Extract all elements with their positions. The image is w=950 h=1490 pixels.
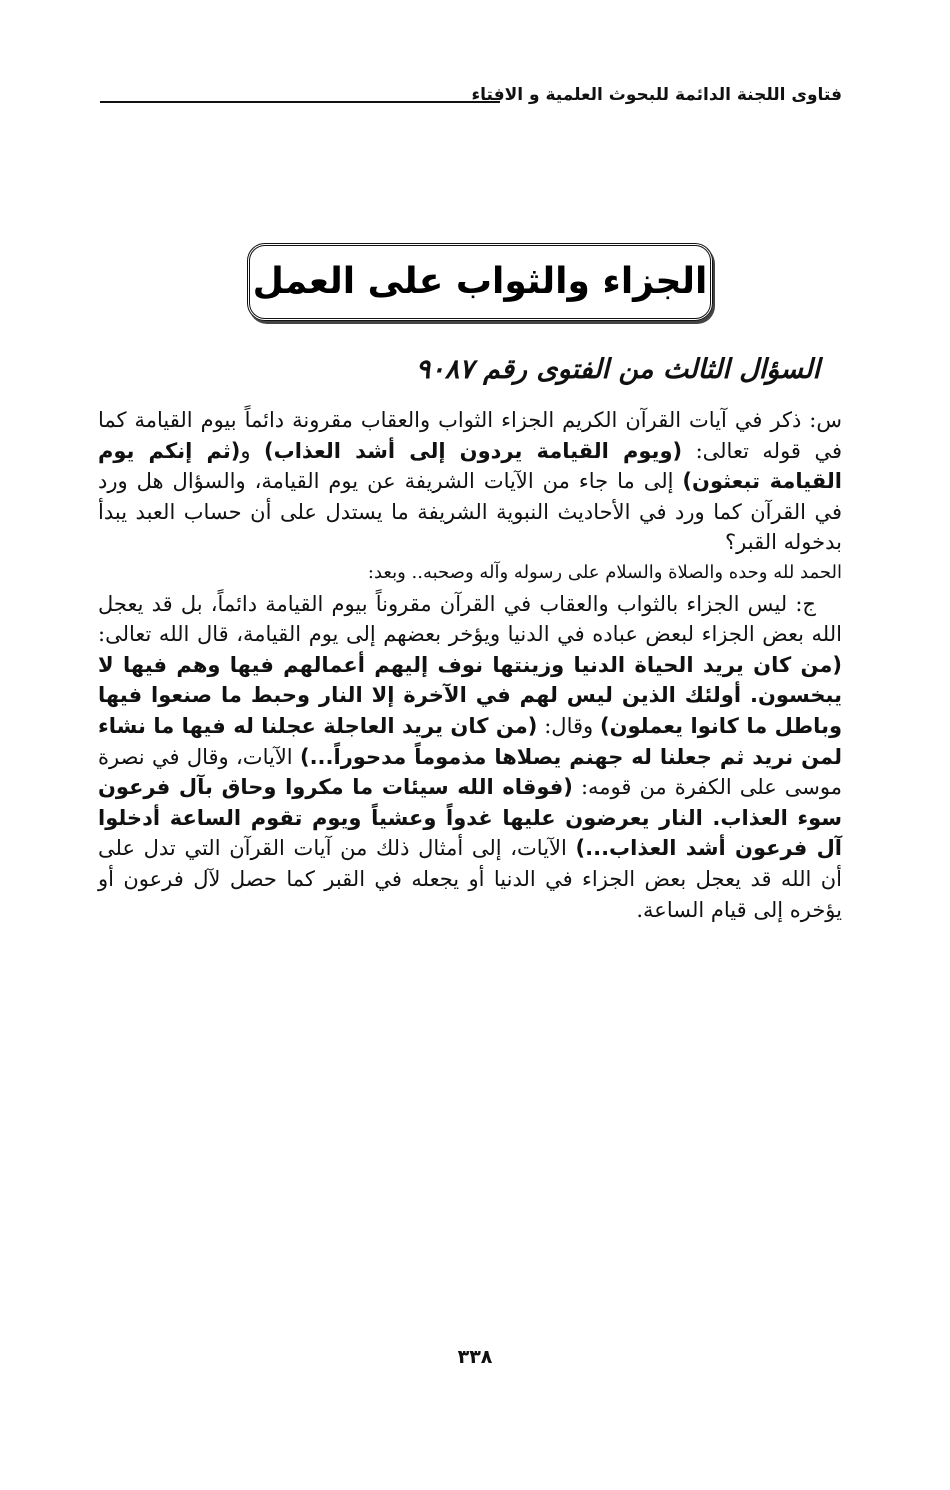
answer-text: الآيات، إلى أمثال ذلك من آيات القرآن التي تدل على أن الله قد يعجل بعض الجزاء في الدنيا أو يجعله في القبر كما حصل لآل فرعون أو يؤخره إلى قيام الساعة. [98,836,842,922]
question-suffix: إلى ما جاء من الآيات الشريفة عن يوم القيامة، والسؤال هل ورد في القرآن كما ورد في الأحاديث النبوية الشريفة ما يستدل على أن حساب العبد يبدأ بدخوله القبر؟ [98,469,842,555]
question-paragraph [98,405,842,558]
quran-verse: (فوقاه الله سيئات ما مكروا وحاق بآل فرعون سوء العذاب. النار يعرضون عليها غدواً وعشياً ويوم تقوم الساعة أدخلوا آل فرعون أشد العذاب...) [98,775,842,861]
chapter-title-frame [247,243,713,321]
fatwa-body [98,405,842,925]
quran-verse: (ثم إنكم يوم القيامة تبعثون) [98,438,842,494]
answer-text: ج: ليس الجزاء بالثواب والعقاب في القرآن مقروناً بيوم القيامة دائماً، بل قد يعجل الله بعض الجزاء لبعض عباده في الدنيا ويؤخر بعضهم إلى يوم القيامة، قال الله تعالى: [98,591,842,647]
hamd-line: الحمد لله وحده والصلاة والسلام على رسوله وآله وصحبه.. وبعد: [367,561,842,583]
answer-paragraph [98,589,842,926]
running-header: فتاوى اللجنة الدائمة للبحوث العلمية و الافتاء [471,85,842,105]
chapter-title: الجزاء والثواب على العمل [252,261,708,302]
quran-verse: (ويوم القيامة يردون إلى أشد العذاب) [264,438,683,463]
quran-verse: (من كان يريد الحياة الدنيا وزينتها نوف إليهم أعمالهم فيها وهم فيها لا يبخسون. أولئك الذين ليس لهم في الآخرة إلا النار وحبط ما صنعوا فيها وباطل ما كانوا يعملون) [98,652,843,738]
question-heading: السؤال الثالث من الفتوى رقم ٩٠٨٧ [415,354,820,385]
page-number: ٣٣٨ [457,1346,493,1368]
answer-text: وقال: [537,713,600,738]
answer-text: الآيات، وقال في نصرة موسى على الكفرة من قومه: [98,744,842,800]
header-rule [100,101,500,103]
question-connector: و [240,438,265,463]
question-prefix: س: ذكر في آيات القرآن الكريم الجزاء الثواب والعقاب مقرونة دائماً بيوم القيامة كما في قوله تعالى: [98,408,842,463]
quran-verse: (من كان يريد العاجلة عجلنا له فيها ما نشاء لمن نريد ثم جعلنا له جهنم يصلاها مذموماً مدحوراً...) [98,713,842,769]
